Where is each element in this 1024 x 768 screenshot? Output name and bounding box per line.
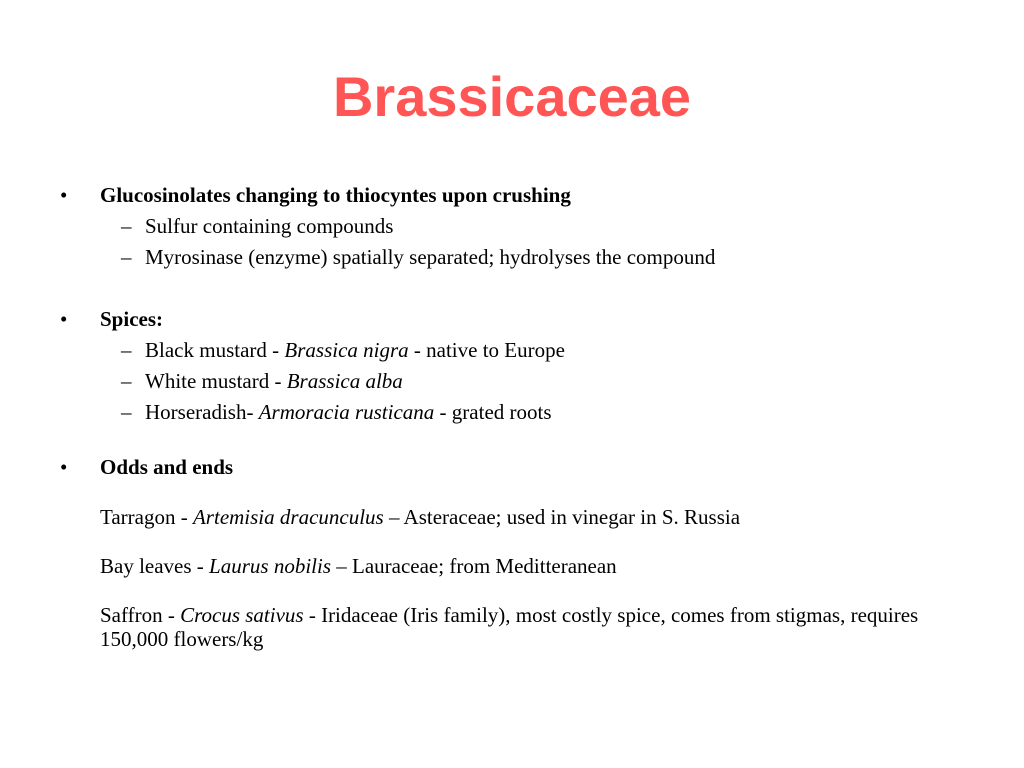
paragraph-tarragon: [100, 505, 940, 529]
species-name: Crocus sativus: [180, 603, 304, 627]
bullet-marker: •: [60, 455, 68, 479]
description: - Iridaceae (Iris family), most costly spice, comes from stigmas, requires 150,000 flowers/kg: [100, 603, 919, 651]
common-name: Saffron -: [100, 603, 181, 627]
dash-marker: –: [121, 245, 132, 269]
common-name: Tarragon -: [100, 505, 193, 529]
sub-item-text: Sulfur containing compounds: [145, 214, 394, 238]
species-name: Brassica alba: [286, 369, 403, 393]
description: - native to Europe: [408, 338, 565, 362]
paragraph-bay-leaves: [100, 554, 940, 578]
dash-marker: –: [121, 400, 132, 424]
sub-item-text: [145, 400, 552, 424]
bullet-marker: •: [60, 307, 68, 331]
common-name: Bay leaves -: [100, 554, 210, 578]
bullet-marker: •: [60, 183, 68, 207]
dash-marker: –: [121, 338, 132, 362]
common-name: Horseradish-: [145, 400, 259, 424]
slide-title: Brassicaceae: [332, 65, 692, 128]
sub-item-text: [145, 369, 403, 393]
species-name: Laurus nobilis: [209, 554, 331, 578]
species-name: Armoracia rusticana: [258, 400, 435, 424]
section-heading: Glucosinolates changing to thiocyntes upon crushing: [100, 183, 571, 207]
description: – Asteraceae; used in vinegar in S. Russia: [383, 505, 741, 529]
dash-marker: –: [121, 369, 132, 393]
description: – Lauraceae; from Meditteranean: [331, 554, 617, 578]
species-name: Brassica nigra: [284, 338, 409, 362]
common-name: Black mustard -: [145, 338, 285, 362]
dash-marker: –: [121, 214, 132, 238]
sub-item-text: Myrosinase (enzyme) spatially separated; hydrolyses the compound: [145, 245, 716, 269]
species-name: Artemisia dracunculus: [192, 505, 384, 529]
paragraph-saffron: [100, 603, 940, 651]
description: - grated roots: [434, 400, 552, 424]
common-name: White mustard -: [145, 369, 287, 393]
section-heading: Odds and ends: [100, 455, 234, 479]
section-heading: Spices:: [100, 307, 163, 331]
sub-item-text: [145, 338, 565, 362]
